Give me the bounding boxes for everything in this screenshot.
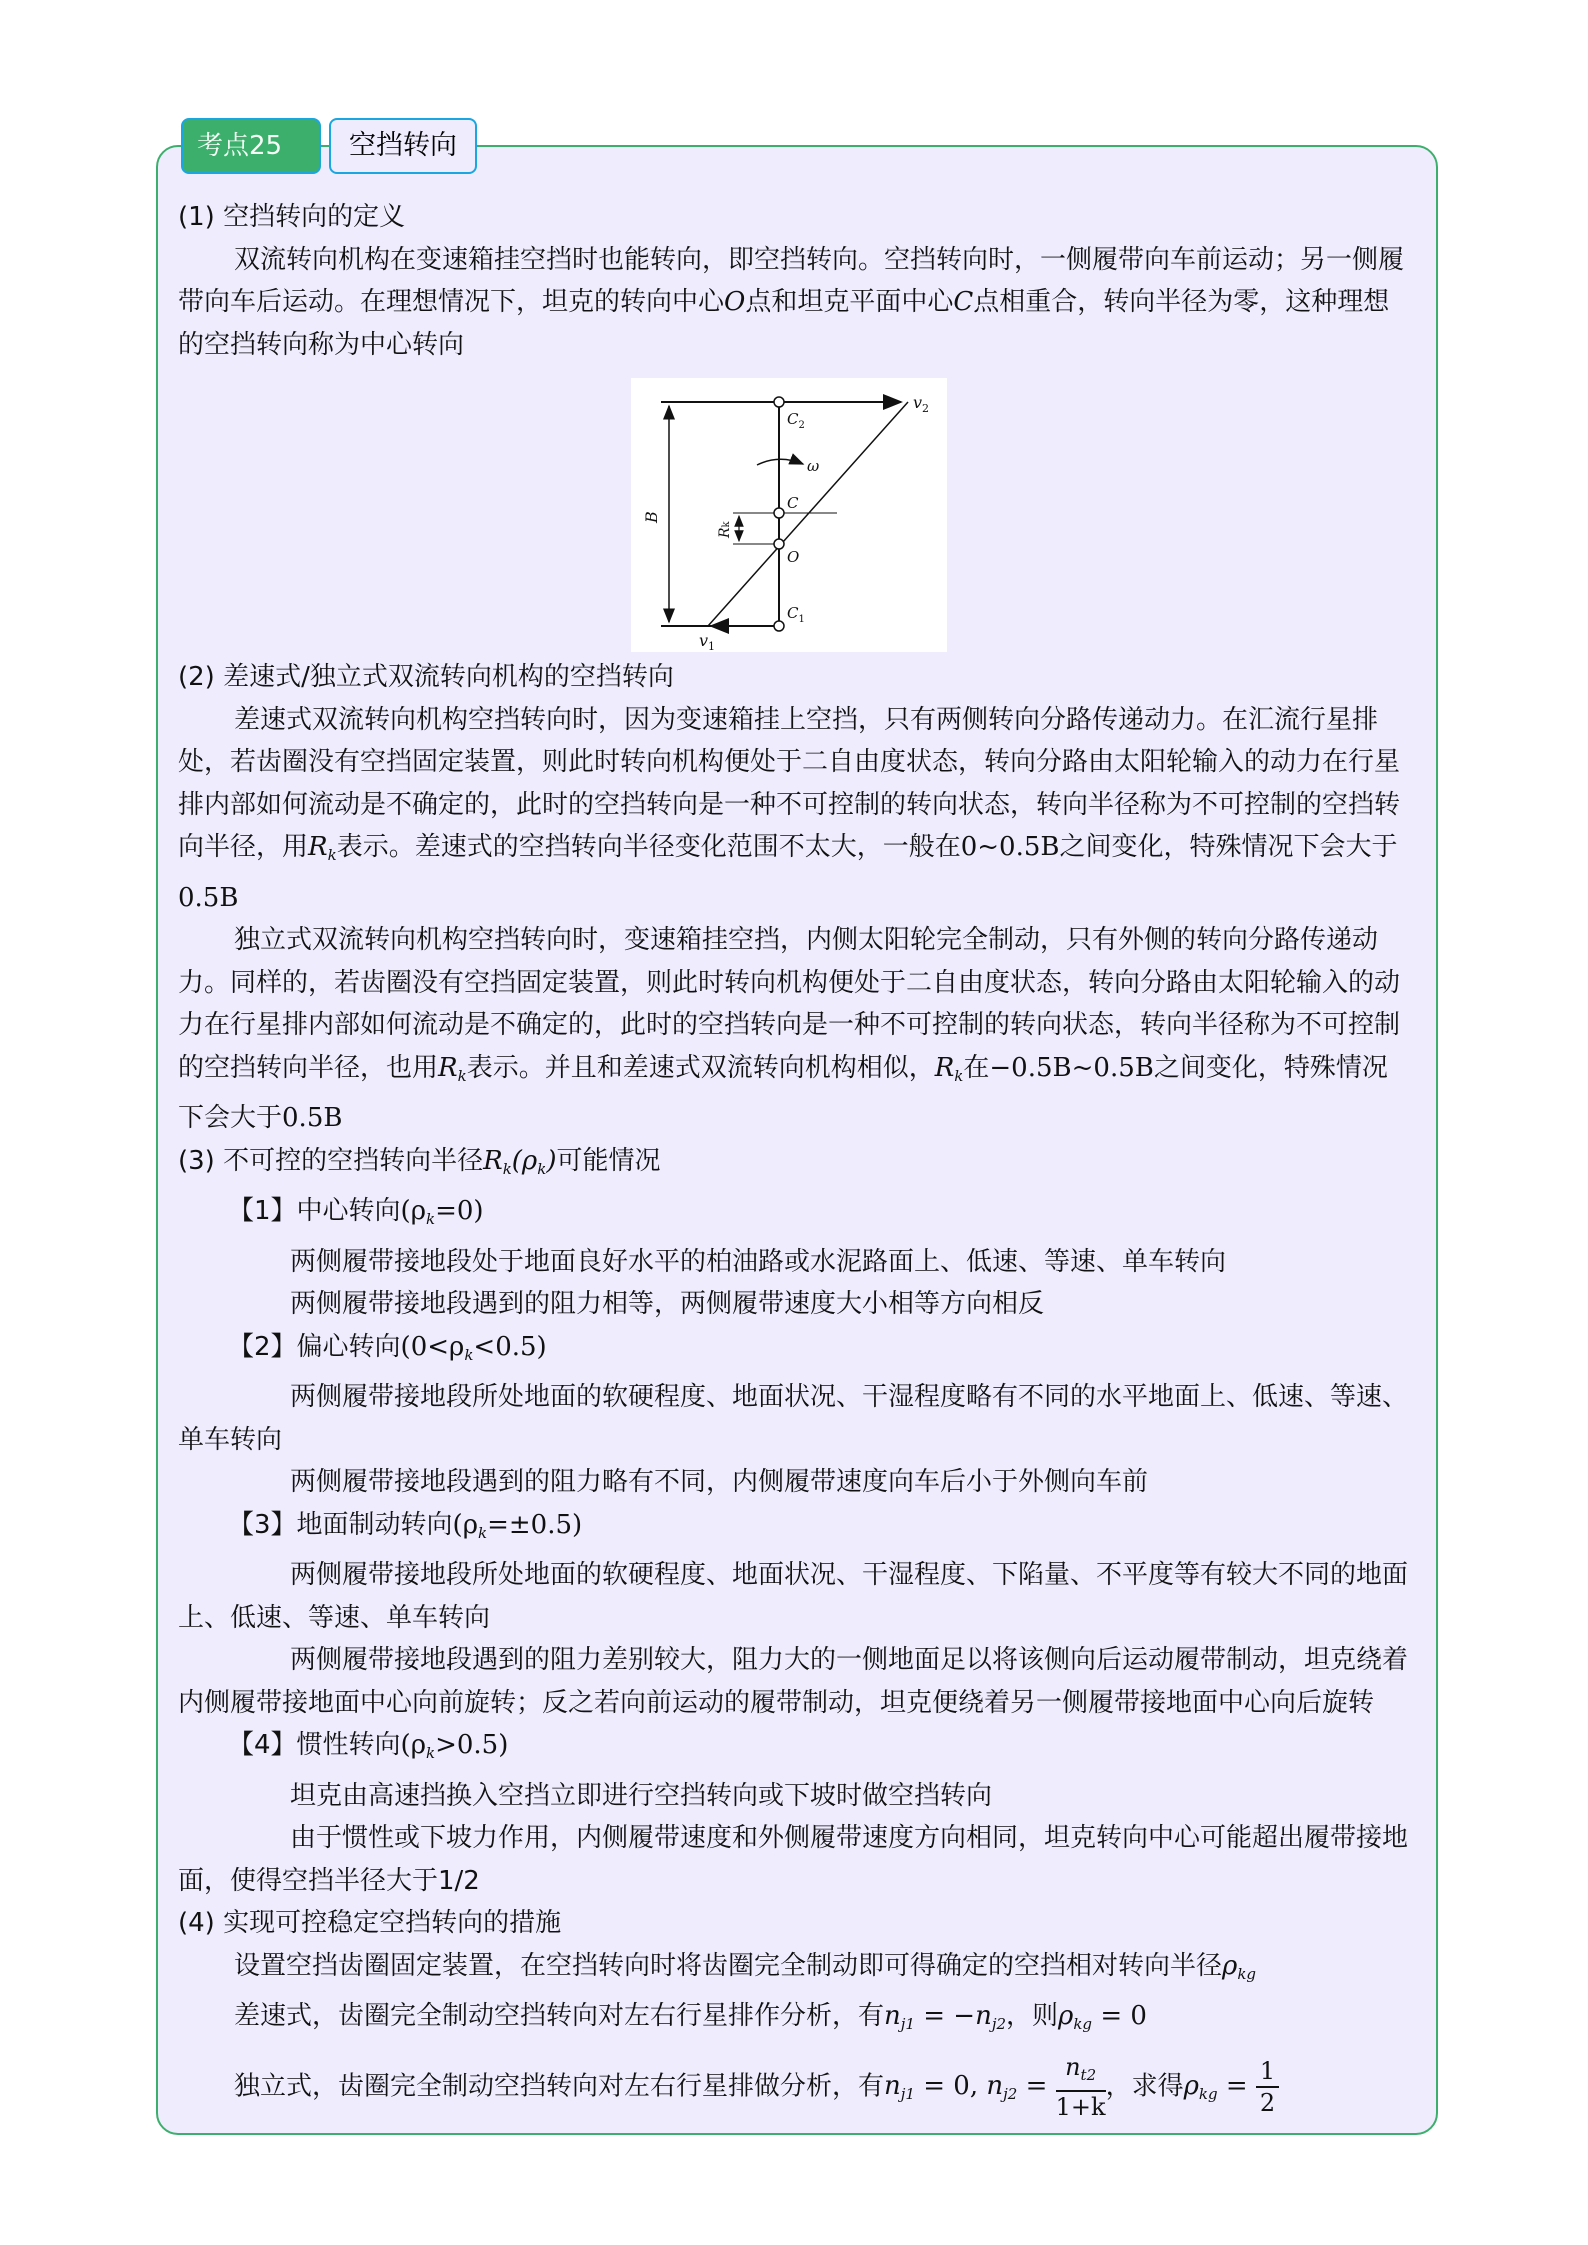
text: 点和坦克平面中心 (745, 287, 954, 317)
math-Rk: $R_k$ (438, 1052, 467, 1085)
content (178, 196, 1412, 2122)
math-O: O (724, 287, 746, 317)
case-2-line: 两侧履带接地段所处地面的软硬程度、地面状况、干湿程度略有不同的水平地面上、低速、等速、单车转向 (178, 1382, 1409, 1455)
text: 在 (963, 1052, 990, 1083)
text: 可能情况 (556, 1145, 661, 1176)
section-2-paragraph-2 (178, 919, 1412, 1140)
label-O: O (787, 548, 800, 566)
text: 【1】中心转向 (228, 1196, 401, 1226)
label-Rk: R (717, 527, 733, 538)
math-eq: $n_{j1} = -n_{j2}$ (884, 2001, 1007, 2033)
math: =±0.5) (487, 1509, 583, 1540)
label-C1-sub: 1 (798, 614, 805, 625)
text: 【4】惯性转向 (228, 1730, 401, 1760)
text: 表示。差速式的空挡转向半径变化范围不太大，一般在 (336, 832, 961, 862)
label-C2: C (787, 410, 799, 428)
fraction (1056, 2052, 1106, 2122)
math: <0.5) (473, 1331, 547, 1362)
section-1-title: (1) 空挡转向的定义 (178, 202, 406, 232)
case-2-heading: 【2】偏心转向$(0<\rho_k<0.5)$ (228, 1331, 547, 1364)
case-3-line: 两侧履带接地段遇到的阻力差别较大，阻力大的一侧地面足以将该侧向后运动履带制动，坦克绕着内侧履带接地面中心向前旋转；反之若向前运动的履带制动，坦克便绕着另一侧履带接地面中心向后旋转 (178, 1645, 1409, 1718)
label-Rk-sub: k (721, 521, 732, 528)
case-4-line: 坦克由高速挡换入空挡立即进行空挡转向或下坡时做空挡转向 (290, 1780, 993, 1811)
topic-title-tag: 空挡转向 (329, 118, 477, 174)
math-eq: $n_{j1} = 0$, $n_{j2}$ = (884, 2071, 1048, 2103)
text: 之间变化，特殊情况下会大于 (1059, 832, 1398, 862)
fraction-numerator: $n_{t2}$ (1056, 2052, 1106, 2092)
text: 表示。并且和差速式双流转向机构相似， (466, 1052, 935, 1083)
case-4-heading: 【4】惯性转向$(\rho_k>0.5)$ (228, 1730, 509, 1762)
label-v1-sub: 1 (708, 640, 716, 652)
svg-text:v1 (699, 631, 715, 652)
math-rho-kg: $\rho_{kg}$ (1222, 1950, 1257, 1983)
math-range: 0~0.5B (960, 832, 1060, 862)
label-v1: v (699, 631, 709, 650)
label-C2-sub: 2 (798, 420, 805, 431)
fraction-denominator: 2 (1259, 2088, 1276, 2117)
case-1-line: 两侧履带接地段遇到的阻力相等，两侧履带速度大小相等方向相反 (290, 1289, 1045, 1319)
label-B: B (642, 511, 661, 523)
topic-number-tag: 考点25 (181, 118, 321, 174)
math: (ρ (400, 1730, 426, 1760)
math-C: C (953, 287, 974, 317)
text: 点相重合，转向半径为零，这种理想的空挡转向称为中心转向 (178, 287, 1390, 360)
math-value: 0.5B (178, 882, 239, 913)
section-2-paragraph-1 (178, 699, 1412, 920)
svg-text:Rk (717, 520, 733, 539)
math: >0.5) (435, 1730, 509, 1760)
text: 设置空挡齿圈固定装置，在空挡转向时将齿圈完全制动即可得确定的空挡相对转向半径 (234, 1950, 1223, 1981)
section-1-paragraph (178, 239, 1412, 367)
svg-text:C1 (787, 604, 805, 625)
label-v2-sub: 2 (922, 402, 930, 415)
math: (0<ρ (400, 1331, 465, 1362)
math-range: −0.5B~0.5B (989, 1052, 1154, 1083)
math-Rk: $R_k$ (308, 832, 337, 864)
math-result: $\rho_{kg} = 0$ (1058, 2001, 1147, 2033)
text: 【3】地面制动转向 (228, 1509, 453, 1540)
case-1-heading: 【1】中心转向$(\rho_k=0)$ (228, 1196, 484, 1228)
case-3-heading: 【3】地面制动转向$(\rho_k=\pm 0.5)$ (228, 1509, 583, 1542)
section-4-line-2 (178, 1995, 1412, 2046)
math: =0) (435, 1196, 484, 1226)
text: 差速式，齿圈完全制动空挡转向对左右行星排作分析，有 (234, 2001, 885, 2031)
text: (3) 不可控的空挡转向半径 (178, 1145, 484, 1176)
steering-diagram-svg (631, 378, 947, 652)
text: 独立式双流转向机构空挡转向时，变速箱挂空挡，内侧太阳轮完全制动，只有外侧的转向分路传递动力。同样的，若齿圈没有空挡固定装置，则此时转向机构便处于二自由度状态，转向分路由太阳轮输入的动力在行星排内部如何流动是不确定的，此时的空挡转向是一种不可控制的转向状态，转向半径称为不可控制的空挡转向半径，也用 (178, 925, 1401, 1083)
steering-diagram (631, 378, 947, 652)
section-4-line-3 (178, 2052, 1412, 2122)
fraction-half (1256, 2056, 1279, 2118)
text: ，求得 (1105, 2071, 1184, 2101)
math-value: 0.5B (282, 1103, 343, 1133)
case-2-line: 两侧履带接地段遇到的阻力略有不同，内侧履带速度向车后小于外侧向车前 (290, 1467, 1149, 1497)
svg-text:v2 (913, 393, 929, 415)
case-4-line: 由于惯性或下坡力作用，内侧履带速度和外侧履带速度方向相同，坦克转向中心可能超出履带接地面，使得空挡半径大于1/2 (178, 1823, 1409, 1896)
fraction-numerator: 1 (1256, 2056, 1279, 2088)
section-3-title (178, 1140, 1412, 1191)
math-Rk: $R_k$ (934, 1052, 964, 1085)
case-3-line: 两侧履带接地段所处地面的软硬程度、地面状况、干湿程度、下陷量、不平度等有较大不同的地面上、低速、等速、单车转向 (178, 1560, 1409, 1633)
svg-text:C2 (787, 410, 805, 431)
text: 【2】偏心转向 (228, 1331, 401, 1362)
text: ，则 (1006, 2001, 1059, 2031)
label-C: C (787, 494, 799, 512)
section-2-title: (2) 差速式/独立式双流转向机构的空挡转向 (178, 662, 674, 692)
text: 双流转向机构在变速箱挂空挡时也能转向，即空挡转向。空挡转向时，一侧履带向车前运动；另一侧履带向车后运动。在理想情况下，坦克的转向中心 (178, 244, 1405, 317)
text: 独立式，齿圈完全制动空挡转向对左右行星排做分析，有 (234, 2071, 885, 2101)
math: (ρ (452, 1509, 478, 1540)
math: (ρ (400, 1196, 426, 1226)
math-result: $\rho_{kg}$ = (1183, 2071, 1248, 2103)
label-omega: ω (807, 457, 820, 475)
section-4-line-1 (178, 1945, 1412, 1996)
case-1-line: 两侧履带接地段处于地面良好水平的柏油路或水泥路面上、低速、等速、单车转向 (290, 1246, 1227, 1277)
math-Rk-rho: $R_k(\rho_k)$ (483, 1145, 557, 1178)
fraction-denominator: 1+k (1055, 2092, 1106, 2121)
label-v2: v (913, 393, 923, 412)
text: 差速式双流转向机构空挡转向时，因为变速箱挂上空挡，只有两侧转向分路传递动力。在汇流行星排处，若齿圈没有空挡固定装置，则此时转向机构便处于二自由度状态，转向分路由太阳轮输入的动力在行星排内部如何流动是不确定的，此时的空挡转向是一种不可控制的转向状态，转向半径称为不可控制的空挡转向半径，用 (178, 704, 1401, 862)
label-C1: C (787, 604, 799, 622)
section-4-title: (4) 实现可控稳定空挡转向的措施 (178, 1908, 562, 1938)
text: 之间变化，特殊情况下会大于 (178, 1052, 1388, 1133)
